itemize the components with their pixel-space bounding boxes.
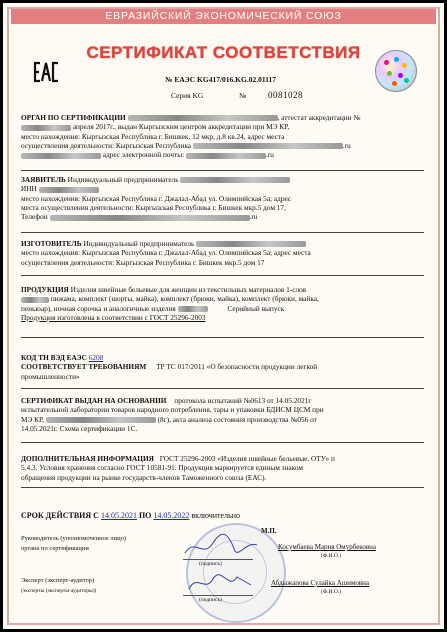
divider — [21, 442, 424, 443]
divider — [21, 388, 424, 389]
series-label: Серия KG — [171, 91, 204, 100]
manufacturer-section: ИЗГОТОВИТЕЛЬ Индивидуальный предприниматель место нахождения: Кыргызская Республика г. Джалал-Абад ул. Олимпийская 5а; адрес места осуществления деятельности: Кыргызская Республика г. Бишкек мкр.5 дом 17 — [21, 239, 311, 267]
divider — [21, 337, 424, 338]
expert-signature-icon — [185, 569, 255, 597]
head-name: Косумбаева Мария Омурбековна — [278, 543, 377, 551]
divider — [21, 170, 424, 171]
hologram-seal-icon — [375, 50, 417, 92]
mp-label: М.П. — [261, 527, 277, 535]
divider — [21, 232, 424, 233]
validity-line: СРОК ДЕЙСТВИЯ С 14.05.2021 ПО 14.05.2022 включительно — [21, 511, 240, 520]
code-section: КОД ТН ВЭД ЕАЭС 6208 СООТВЕТСТВУЕТ ТРЕБОВАНИЯМ ТР ТС 017/2011 «О безопасности продукции легкой промышленности» — [21, 353, 318, 381]
applicant-section: ЗАЯВИТЕЛЬ Индивидуальный предприниматель ИНН место нахождения: Кыргызская Республика г. Джалал-Абад ул. Олимпийская 5а; адрес места осуществления деятельности: Кыргызская Республика г. Бишкек мкр.5 дом 17, Телефон .ru — [21, 175, 292, 222]
product-section: ПРОДУКЦИЯ Изделия швейные бельевые для женщин из текстильных материалов 1-слоя пижама, комплект (шорты, майка), комплект (брюки, майка), комплект (брюки, майка, пеньюар), ночная сорочка и аналогичные изделия Серийный выпуск Продукция изготовлена в соответствии с ГОСТ 25296-2003 — [21, 285, 319, 322]
organ-section: ОРГАН ПО СЕРТИФИКАЦИИ , аттестат аккредитации № апреля 2017г., выдан Кыргызским центром аккредитации при МЭ КР, место нахождения: Кыргызская Республика г. Бишкек, 12 мкр, д.8 кв.24, адрес места осуществления деятельности: Кыргызская Республика .ru адрес электронной почты: .ru — [21, 113, 361, 160]
signature-line — [183, 559, 253, 560]
divider — [21, 487, 424, 488]
cert-number: № ЕАЭС KG417/016.KG.02.01117 — [165, 75, 276, 84]
header-band: ЕВРАЗИЙСКИЙ ЭКОНОМИЧЕСКИЙ СОЮЗ — [11, 9, 436, 24]
certificate-page: ЕВРАЗИЙСКИЙ ЭКОНОМИЧЕСКИЙ СОЮЗ СЕРТИФИКАТ СООТВЕТСТВИЯ № ЕАЭС KG417/016.KG.02.01117 Серия KG № 0081028 ОРГАН ПО СЕРТИФИКАЦИИ , аттестат аккредитации № апреля 2017г., выдан Кыргызским центром аккредитации при МЭ КР, место нахождения: Кыргызская Республика г. Бишкек, 12 мкр, д.8 кв.24, адрес места осуществления деятельности: Кыргызская Республика .ru адрес электронной почты: .ru ЗАЯВИТЕЛЬ Индивидуальный предприниматель ИНН место нахождения: Кыргызская Республика г. Джалал-Абад ул. Олимпийская 5а; адрес места осуществления деятельности: Кыргызская Республика г. Бишкек мкр.5 дом 17, Телефон .ru ИЗГОТОВИТЕЛЬ Индивидуальный предприниматель место нахождения: Кыргызская Республика г. Джалал-Абад ул. Олимпийская 5а; адрес места осуществления деятельности: Кыргызская Республика г. Бишкек мкр.5 дом 17 ПРОДУКЦИЯ Изделия швейные бельевые для женщин из текстильных материалов 1-слоя пижама, комплект (шорты, майка), комплект (брюки, майка), комплект (брюки, майка, пеньюар), ночная сорочка и аналогичные изделия Серийный выпуск Продукция изготовлена в соответствии с ГОСТ 25296-2003 КОД ТН ВЭД ЕАЭС 6208 СООТВЕТСТВУЕТ ТРЕБОВАНИЯМ ТР ТС 017/2011 «О безопасности продукции легкой промышленности» СЕРТИФИКАТ ВЫДАН НА ОСНОВАНИИ протокола испытаний №0613 от 14.05.2021г испытательной лаборатории товаров народного потребления, тары и упаковки БДИСМ ЦСМ при МЭ КР, (8г), акта анализа состояния производства №056 от 14.05.2021г. Схема сертификации 1С. ДОПОЛНИТЕЛЬНАЯ ИНФОРМАЦИЯ ГОСТ 25296-2003 «Изделия швейные бельевые. ОТУ» п 5.4.3. Условия хранения согласно ГОСТ 10581-91. Продукция маркируется единым знаком обращения продукции на рынке государств-членов Таможенного союза (ЕАС). СРОК ДЕЙСТВИЯ С 14.05.2021 ПО 14.05.2022 включительно М.П. Руководитель (уполномоченное лицо) органа по сертификации (подпись) Косумбаева Мария Омурбековна (Ф.И.О.) Эксперт (эксперт-аудитор) (эксперты (эксперты-аудиторы)) (подпись) Абдыжапова Сулайка Ашимовна (Ф.И.О.) — [3, 3, 444, 629]
additional-section: ДОПОЛНИТЕЛЬНАЯ ИНФОРМАЦИЯ ГОСТ 25296-2003 «Изделия швейные бельевые. ОТУ» п 5.4.3. Условия хранения согласно ГОСТ 10581-91. Продукция маркируется единым знаком обращения продукции на рынке государств-членов Таможенного союза (ЕАС). — [21, 454, 335, 482]
expert-name: Абдыжапова Сулайка Ашимовна — [271, 579, 369, 587]
hs-code: 6208 — [88, 353, 104, 362]
eac-logo-icon — [33, 61, 59, 83]
blank-number: 0081028 — [268, 90, 303, 100]
basis-section: СЕРТИФИКАТ ВЫДАН НА ОСНОВАНИИ протокола испытаний №0613 от 14.05.2021г испытательной лаборатории товаров народного потребления, тары и упаковки БДИСМ ЦСМ при МЭ КР, (8г), акта анализа состояния производства №056 от 14.05.2021г. Схема сертификации 1С. — [21, 396, 324, 433]
head-signature-icon — [181, 531, 261, 561]
divider — [21, 275, 424, 276]
certificate-title: СЕРТИФИКАТ СООТВЕТСТВИЯ — [86, 43, 361, 62]
signature-line — [183, 595, 253, 596]
organ-heading: ОРГАН ПО СЕРТИФИКАЦИИ — [21, 113, 126, 122]
number-label: № — [239, 91, 247, 100]
